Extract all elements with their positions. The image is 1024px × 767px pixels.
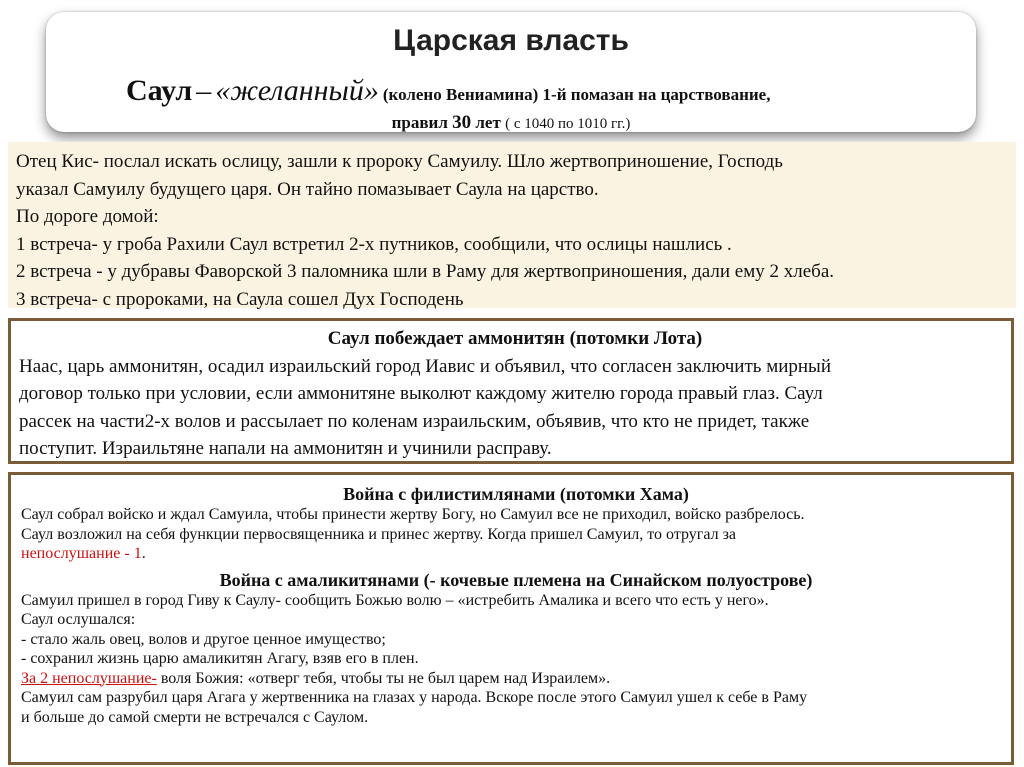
intro-line: По дороге домой:: [16, 206, 159, 227]
intro-line: 2 встреча - у дубравы Фаворской 3 паломника шли в Раму для жертвоприношения, дали ему 2 хлеба.: [16, 261, 835, 282]
ammonites-line: рассек на части2-х волов и рассылает по коленам израильским, объявив, что кто не придет, также: [19, 410, 810, 432]
tribe-note: (колено Вениамина) 1-й помазан на царствование,: [382, 85, 771, 104]
philistines-line-end: [21, 544, 1011, 564]
ammonites-box: [8, 318, 1014, 464]
ammonites-line: Наас, царь аммонитян, осадил израильский город Иавис и объявил, что согласен заключить мирный: [19, 355, 831, 377]
amalekites-line: Саул ослушался:: [21, 611, 136, 628]
subtitle: [126, 74, 770, 108]
saul-epithet: «желанный»: [215, 74, 379, 107]
philistines-heading: Война с филистимлянами (потомки Хама): [343, 484, 689, 504]
reign-dates: ( с 1040 по 1010 гг.): [505, 116, 631, 132]
ammonites-line: поступит. Израильтяне напали на аммонитян и учинили расправу.: [19, 438, 552, 459]
reign-suffix: лет: [475, 113, 501, 132]
title-card: [46, 12, 976, 132]
philistines-line: Саул возложил на себя функции первосвященника и принес жертву. Когда пришел Самуил, то отругал за: [21, 525, 737, 543]
saul-name: Саул: [126, 74, 193, 107]
intro-line: Отец Кис- послал искать ослицу, зашли к пророку Самуилу. Шло жертвоприношение, Господь: [16, 151, 783, 172]
ammonites-heading: Саул побеждает аммонитян (потомки Лота): [327, 328, 703, 349]
gods-will-text: воля Божия: «отверг тебя, чтобы ты не был царем над Израилем».: [156, 669, 611, 687]
page-title: Царская власть: [393, 24, 629, 57]
reign-line: [46, 112, 976, 134]
philistines-line: Саул собрал войско и ждал Самуила, чтобы принести жертву Богу, но Самуил все не приходил, войско разбрелось.: [21, 506, 805, 523]
intro-box: [8, 142, 1016, 308]
disobedience-one: непослушание - 1: [21, 545, 142, 562]
reign-prefix: правил: [391, 113, 448, 132]
intro-line: 1 встреча- у гроба Рахили Саул встретил 2-х путников, сообщили, что ослицы нашлись .: [16, 233, 732, 255]
amalekites-line: Самуил сам разрубил царя Агага у жертвенника на глазах у народа. Вскоре после этого Самуил ушел к себе в Раму: [21, 689, 808, 706]
amalekites-line: - стало жаль овец, волов и другое ценное имущество;: [21, 630, 386, 648]
amalekites-line-disobedience: [21, 669, 1011, 689]
intro-line: указал Самуилу будущего царя. Он тайно помазывает Саула на царство.: [16, 178, 599, 200]
intro-line: 3 встреча- с пророками, на Саула сошел Дух Господень: [16, 288, 464, 310]
reign-years: 30: [452, 112, 472, 133]
wars-box: [8, 472, 1014, 765]
ammonites-line: договор только при условии, если аммонитяне выколют каждому жителю города правый глаз. Саул: [19, 383, 823, 404]
amalekites-line: Самуил пришел в город Гиву к Саулу- сообщить Божью волю – «истребить Амалика и всего что есть у него».: [21, 591, 769, 609]
amalekites-line: и больше до самой смерти не встречался с Саулом.: [21, 708, 369, 726]
amalekites-heading: Война с амаликитянами (- кочевые племена на Синайском полуострове): [219, 569, 813, 590]
disobedience-two: За 2 непослушание-: [21, 669, 157, 687]
period: .: [141, 545, 146, 562]
amalekites-line: - сохранил жизнь царю амаликитян Агагу, взяв его в плен.: [21, 650, 419, 667]
subtitle-dash: –: [196, 74, 212, 107]
